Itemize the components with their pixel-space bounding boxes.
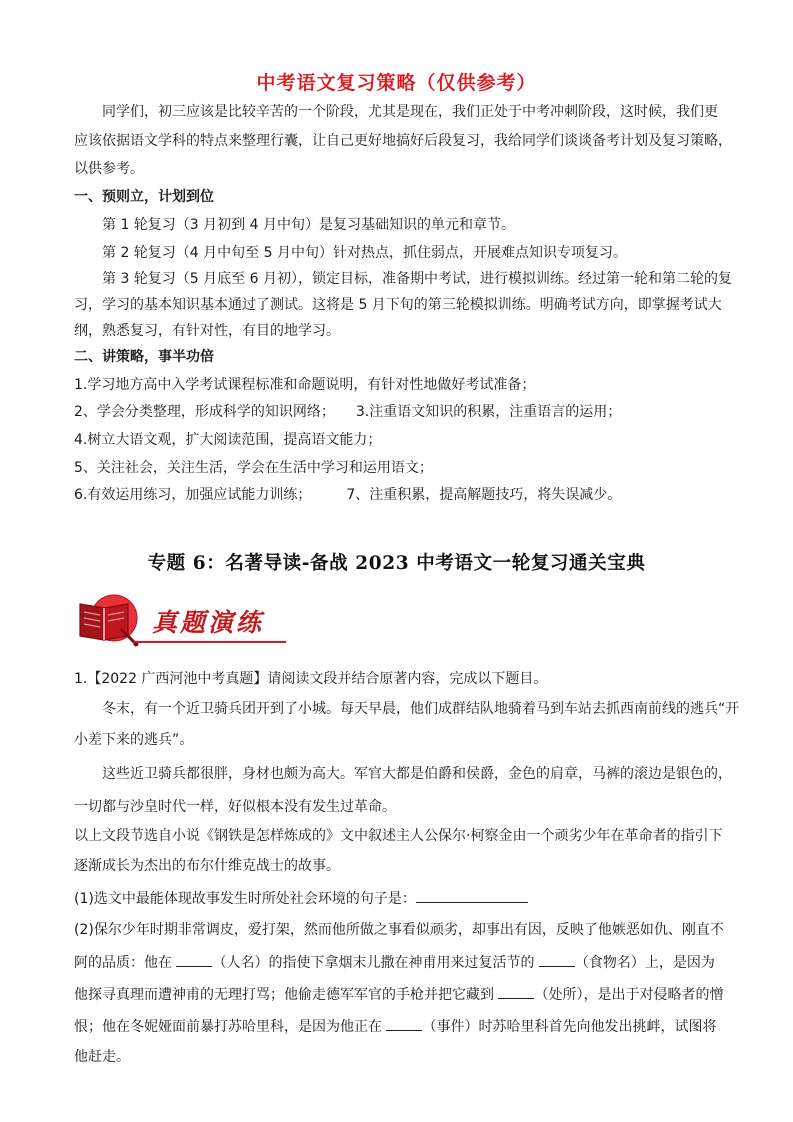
question-2-text-a: 阿的品质：他在 [74, 955, 172, 971]
section1-heading: 一、预则立，计划到位 [74, 189, 214, 205]
section1-line-4: 习，学习的基本知识基本通过了测试。这将是 5 月下旬的第三轮模拟训练。明确考试方向，即掌握考试大 [74, 297, 722, 313]
section2-line-3: 4.树立大语文观，扩大阅读范围，提高语文能力； [74, 432, 382, 448]
intro-line-1: 同学们，初三应该是比较辛苦的一个阶段，尤其是现在，我们正处于中考冲刺阶段，这时候，我们更 [74, 104, 718, 120]
section2-line-5: 6.有效运用练习，加强应试能力训练； 7、注重积累，提高解题技巧，将失误减少。 [74, 487, 622, 503]
intro-line-3: 以供参考。 [74, 161, 144, 177]
answer-blank-food[interactable] [539, 952, 575, 967]
section1-line-3: 第 3 轮复习（5 月底至 6 月初），锁定目标，准备期中考试，进行模拟训练。经过第一轮和第二轮的复 [74, 271, 732, 287]
section1-line-2: 第 2 轮复习（4 月中旬至 5 月中旬）针对热点，抓住弱点，开展难点知识专项复习。 [74, 245, 627, 261]
intro-line-2: 应该依据语文学科的特点来整理行囊，让自己更好地搞好后段复习，我给同学们谈谈备考计划及复习策略， [74, 133, 732, 149]
question-2-text-e: （处所），是出于对侵略者的憎 [534, 987, 724, 1003]
answer-blank-person[interactable] [176, 952, 212, 967]
section2-line-4: 5、关注社会，关注生活，学会在生活中学习和运用语文； [74, 460, 433, 476]
question-2-line-3 [74, 984, 734, 1005]
section2-line-2: 2、学会分类整理，形成科学的知识网络； 3.注重语文知识的积累，注重语言的运用； [74, 404, 622, 420]
question-2-text-f: 恨；他在冬妮娅面前暴打苏哈里科，是因为他正在 [74, 1019, 382, 1035]
question-2-line-1: (2)保尔少年时期非常调皮，爱打架，然而他所做之事看似顽劣，却事出有因，反映了他嫉恶如仇、刚直不 [74, 922, 724, 938]
subject-title: 专题 6：名著导读-备战 2023 中考语文一轮复习通关宝典 [147, 553, 646, 574]
passage-line-6: 逐渐成长为杰出的布尔什维克战士的故事。 [74, 858, 340, 874]
banner-underline [134, 641, 286, 643]
answer-blank-1[interactable] [416, 888, 528, 903]
question-2-text-g: （事件）时苏哈里科首先向他发出挑衅，试图将 [422, 1019, 717, 1035]
section1-line-5: 纲，熟悉复习，有针对性，有目的地学习。 [74, 323, 340, 339]
passage-line-5: 以上文段节选自小说《钢铁是怎样炼成的》文中叙述主人公保尔·柯察金由一个顽劣少年在革命者的指引下 [74, 828, 723, 844]
question-1 [74, 888, 734, 909]
answer-blank-event[interactable] [386, 1016, 422, 1031]
question-2-text-c: （食物名）上，是因为 [574, 955, 715, 971]
question-1-text: (1)选文中最能体现故事发生时所处社会环境的句子是： [74, 891, 416, 907]
section1-line-1: 第 1 轮复习（3 月初到 4 月中旬）是复习基础知识的单元和章节。 [74, 217, 515, 233]
passage-line-2: 小差下来的逃兵”。 [74, 732, 194, 748]
question-2-line-4 [74, 1016, 734, 1037]
question-2-text-b: （人名）的指使下拿烟末儿撒在神甫用来过复活节的 [212, 955, 535, 971]
passage-line-1: 冬末，有一个近卫骑兵团开到了小城。每天早晨，他们成群结队地骑着马到车站去抓西南前线的逃兵“开 [74, 701, 740, 717]
passage-line-4: 一切都与沙皇时代一样，好似根本没有发生过革命。 [74, 799, 396, 815]
question-intro: 1.【2022 广西河池中考真题】请阅读文段并结合原著内容，完成以下题目。 [74, 671, 548, 687]
question-2-line-5: 他赶走。 [74, 1049, 130, 1065]
question-2-line-2 [74, 952, 734, 973]
question-2-text-d: 他探寻真理而遭神甫的无理打骂；他偷走德军军官的手枪并把它藏到 [74, 987, 494, 1003]
section2-heading: 二、讲策略，事半功倍 [74, 349, 214, 365]
book-icon [74, 590, 142, 650]
strategy-title: 中考语文复习策略（仅供参考） [256, 72, 537, 94]
exercise-banner [74, 590, 294, 650]
exercise-banner-label: 真题演练 [152, 608, 265, 637]
answer-blank-place[interactable] [498, 984, 534, 999]
section2-line-1: 1.学习地方高中入学考试课程标准和命题说明，有针对性地做好考试准备； [74, 377, 536, 393]
passage-line-3: 这些近卫骑兵都很胖，身材也颇为高大。军官大都是伯爵和侯爵，金色的肩章，马裤的滚边是银色的， [74, 766, 732, 782]
